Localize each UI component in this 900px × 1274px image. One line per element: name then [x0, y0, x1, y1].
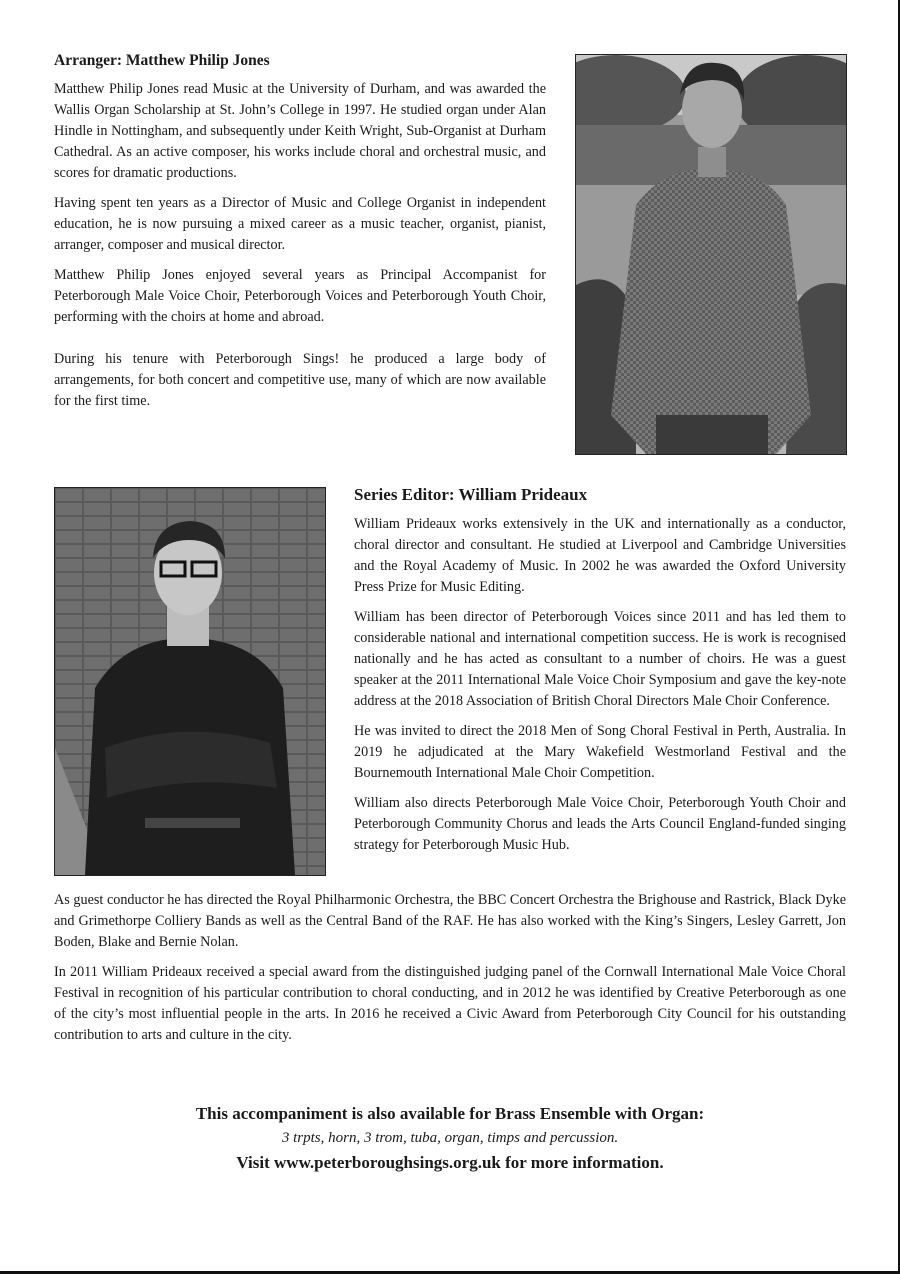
- arranger-paragraph: During his tenure with Peterborough Sings! he produced a large body of arrangements, for both concert and competitive use, many of which are now available for the first time.: [54, 351, 546, 409]
- arranger-paragraph: Matthew Philip Jones enjoyed several years as Principal Accompanist for Peterborough Male Voice Choir, Peterborough Voices and Peterborough Youth Choir, performing with the choirs at home and abroad.: [54, 267, 546, 325]
- editor-paragraph: William has been director of Peterborough Voices since 2011 and has led them to considerable national and international competition success. He is work is recognised nationally and he has acted as consultant to a number of choirs. He was a guest speaker at the 2011 International Male Voice Choir Symposium and gave the key-note address at the 2018 Association of British Choral Directors Male Choir Conference.: [354, 609, 846, 709]
- editor-bio-continued: [54, 890, 846, 1055]
- brass-ensemble-notice: This accompaniment is also available for Brass Ensemble with Organ:: [195, 1104, 705, 1123]
- arranger-photo: [575, 54, 847, 455]
- arranger-paragraph: Having spent ten years as a Director of Music and College Organist in independent education, he is now pursuing a mixed career as a music teacher, organist, pianist, arranger, composer and musical director.: [54, 195, 546, 253]
- arranger-bio: [54, 50, 546, 421]
- editor-bio: [354, 484, 846, 865]
- editor-paragraph: William also directs Peterborough Male Voice Choir, Peterborough Youth Choir and Peterborough Community Chorus and leads the Arts Council England-funded singing strategy for Peterborough Music Hub.: [354, 795, 846, 853]
- editor-photo: [54, 487, 326, 876]
- arranger-paragraph: Matthew Philip Jones read Music at the University of Durham, and was awarded the Wallis Organ Scholarship at St. John’s College in 1997. He studied organ under Alan Hindle in Nottingham, and subsequently under Keith Wright, Sub-Organist at Durham Cathedral. As an active composer, his works include choral and orchestral music, and scores for dramatic productions.: [54, 81, 546, 181]
- arranger-heading: Arranger: Matthew Philip Jones: [54, 52, 270, 69]
- editor-paragraph: As guest conductor he has directed the Royal Philharmonic Orchestra, the BBC Concert Orchestra the Brighouse and Rastrick, Black Dyke and Grimethorpe Colliery Bands as well as the Central Band of the RAF. He has also worked with the King’s Singers, Lesley Garrett, Jon Boden, Blake and Bernie Nolan.: [54, 892, 846, 950]
- instrumentation-list: 3 trpts, horn, 3 trom, tuba, organ, timps and percussion.: [281, 1130, 619, 1146]
- editor-paragraph: William Prideaux works extensively in the UK and internationally as a conductor, choral director and consultant. He studied at Liverpool and Cambridge Universities and the Royal Academy of Music. In 2002 he was awarded the Oxford University Press Prize for Music Editing.: [354, 516, 846, 595]
- availability-notice: [54, 1104, 846, 1173]
- website-notice: Visit www.peterboroughsings.org.uk for more information.: [236, 1153, 664, 1172]
- editor-heading: Series Editor: William Prideaux: [354, 485, 588, 504]
- editor-paragraph: In 2011 William Prideaux received a special award from the distinguished judging panel of the Cornwall International Male Voice Choral Festival in recognition of his particular contribution to choral conducting, and in 2012 he was identified by Creative Peterborough as one of the city’s most influential people in the arts. In 2016 he received a Civic Award from Peterborough City Council for his outstanding contribution to arts and culture in the city.: [54, 964, 846, 1043]
- editor-paragraph: He was invited to direct the 2018 Men of Song Choral Festival in Perth, Australia. In 2019 he adjudicated at the Mary Wakefield Westmorland Festival and the Bournemouth International Male Choir Competition.: [354, 723, 846, 781]
